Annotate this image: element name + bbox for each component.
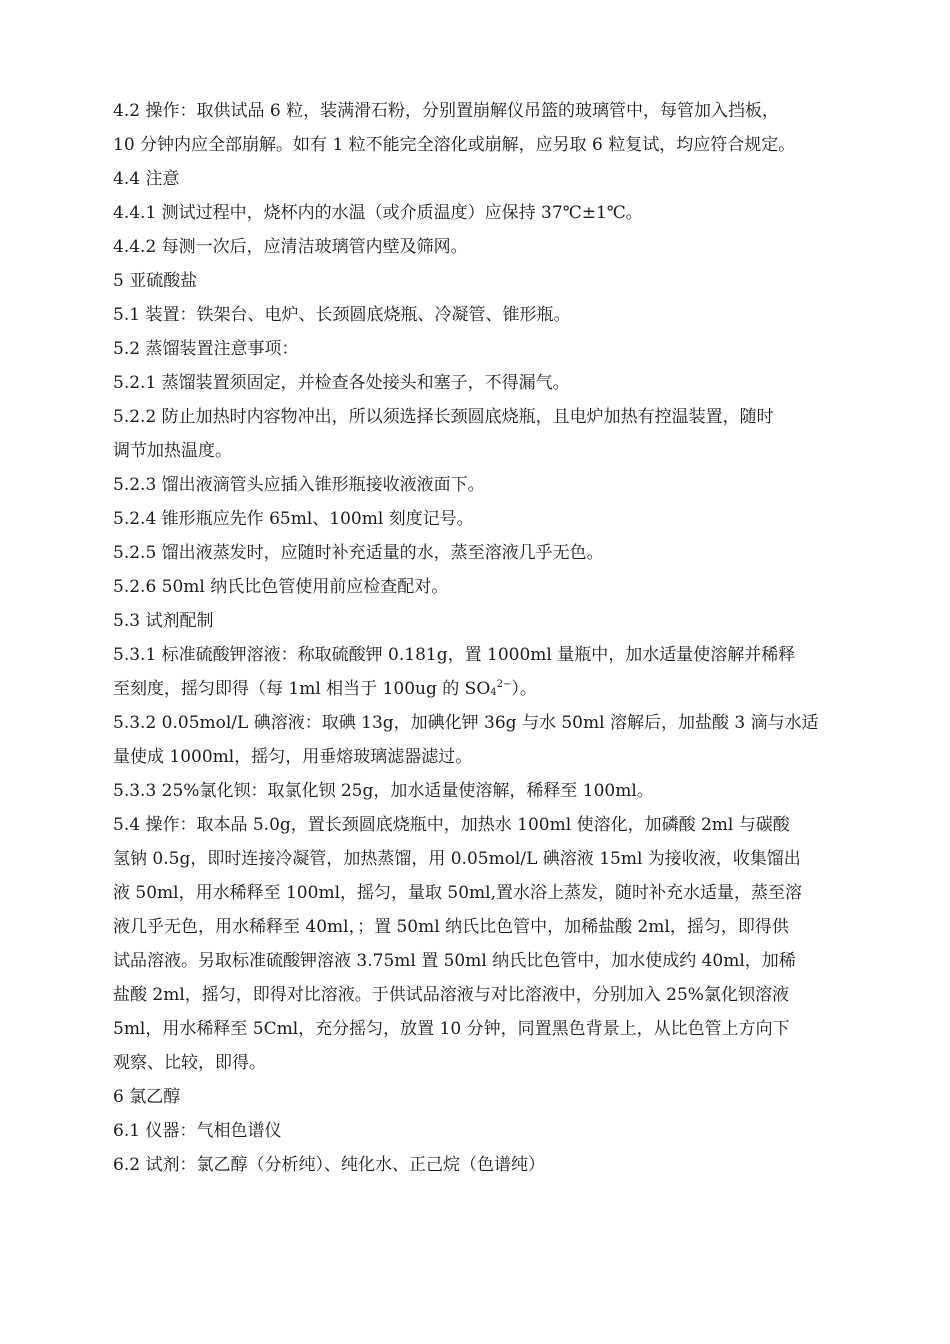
text-line-op-4-2-cont: 10 分钟内应全部崩解。如有 1 粒不能完全溶化或崩解，应另取 6 粒复试，均应符合规定。 <box>113 135 796 155</box>
text-line-5-1: 5.1 装置：铁架台、电炉、长颈圆底烧瓶、冷凝管、锥形瓶。 <box>113 305 571 325</box>
heading-5-2: 5.2 蒸馏装置注意事项： <box>113 339 299 359</box>
sulfate-line-after: ）。 <box>511 679 537 699</box>
text-line-6-1: 6.1 仪器：气相色谱仪 <box>113 1121 282 1141</box>
text-line-op-4-2: 4.2 操作：取供试品 6 粒，装满滑石粉，分别置崩解仪吊篮的玻璃管中，每管加入挡板， <box>113 101 780 121</box>
text-line-5-3-1: 5.3.1 标准硫酸钾溶液：称取硫酸钾 0.181g，置 1000ml 量瓶中，加水适量使溶解并稀释 <box>113 645 796 665</box>
text-line-5-4: 5.4 操作：取本品 5.0g，置长颈圆底烧瓶中，加热水 100ml 使溶化，加磷酸 2ml 与碳酸 <box>113 815 790 835</box>
text-line-5-4-cont-7: 观察、比较，即得。 <box>113 1053 266 1073</box>
sulfate-line-before: 至刻度，摇匀即得（每 1ml 相当于 100ug 的 SO <box>113 679 491 699</box>
text-line-5-2-2-cont: 调节加热温度。 <box>113 441 232 461</box>
text-line-4-4-1: 4.4.1 测试过程中，烧杯内的水温（或介质温度）应保持 37℃±1℃。 <box>113 203 643 223</box>
sulfate-superscript: 2− <box>496 679 512 690</box>
text-line-5-2-3: 5.2.3 馏出液滴管头应插入锥形瓶接收液液面下。 <box>113 475 485 495</box>
text-line-5-2-6: 5.2.6 50ml 纳氏比色管使用前应检查配对。 <box>113 577 449 597</box>
heading-5: 5 亚硫酸盐 <box>113 271 198 291</box>
text-line-5-2-5: 5.2.5 馏出液蒸发时，应随时补充适量的水，蒸至溶液几乎无色。 <box>113 543 604 563</box>
text-line-5-2-1: 5.2.1 蒸馏装置须固定，并检查各处接头和塞子，不得漏气。 <box>113 373 570 393</box>
text-line-5-3-2-cont: 量使成 1000ml，摇匀，用垂熔玻璃滤器滤过。 <box>113 747 473 767</box>
text-line-5-4-cont-1: 氢钠 0.5g，即时连接冷凝管，加热蒸馏，用 0.05mol/L 碘溶液 15ml 为接收液，收集馏出 <box>113 849 801 869</box>
text-line-5-2-4: 5.2.4 锥形瓶应先作 65ml、100ml 刻度记号。 <box>113 509 474 529</box>
heading-5-3: 5.3 试剂配制 <box>113 611 214 631</box>
text-line-6-2: 6.2 试剂：氯乙醇（分析纯）、纯化水、正己烷（色谱纯） <box>113 1155 545 1175</box>
text-line-5-4-cont-6: 5ml，用水稀释至 5Cml，充分摇匀，放置 10 分钟，同置黑色背景上，从比色管上方向下 <box>113 1019 790 1039</box>
text-line-5-3-1-cont <box>113 672 865 706</box>
text-line-5-2-2: 5.2.2 防止加热时内容物冲出，所以须选择长颈圆底烧瓶，且电炉加热有控温装置，随时 <box>113 407 774 427</box>
sulfate-subscript: 4 <box>490 687 497 698</box>
heading-6: 6 氯乙醇 <box>113 1087 181 1107</box>
text-line-5-4-cont-4: 试品溶液。另取标准硫酸钾溶液 3.75ml 置 50ml 纳氏比色管中，加水使成约 40ml，加稀 <box>113 951 796 971</box>
text-line-5-4-cont-5: 盐酸 2ml，摇匀，即得对比溶液。于供试品溶液与对比溶液中，分别加入 25%氯化钡溶液 <box>113 985 789 1005</box>
heading-4-4: 4.4 注意 <box>113 169 180 189</box>
text-line-5-3-3: 5.3.3 25%氯化钡：取氯化钡 25g，加水适量使溶解，稀释至 100ml。 <box>113 781 654 801</box>
text-line-5-4-cont-2: 液 50ml，用水稀释至 100ml，摇匀，量取 50ml,置水浴上蒸发，随时补充水适量，蒸至溶 <box>113 883 802 903</box>
document-page <box>113 94 865 1182</box>
text-line-4-4-2: 4.4.2 每测一次后，应清洁玻璃管内壁及筛网。 <box>113 237 468 257</box>
text-line-5-4-cont-3: 液几乎无色，用水稀释至 40ml，；置 50ml 纳氏比色管中，加稀盐酸 2ml，摇匀，即得供 <box>113 917 789 937</box>
text-line-5-3-2: 5.3.2 0.05mol/L 碘溶液：取碘 13g，加碘化钾 36g 与水 50ml 溶解后，加盐酸 3 滴与水适 <box>113 713 819 733</box>
